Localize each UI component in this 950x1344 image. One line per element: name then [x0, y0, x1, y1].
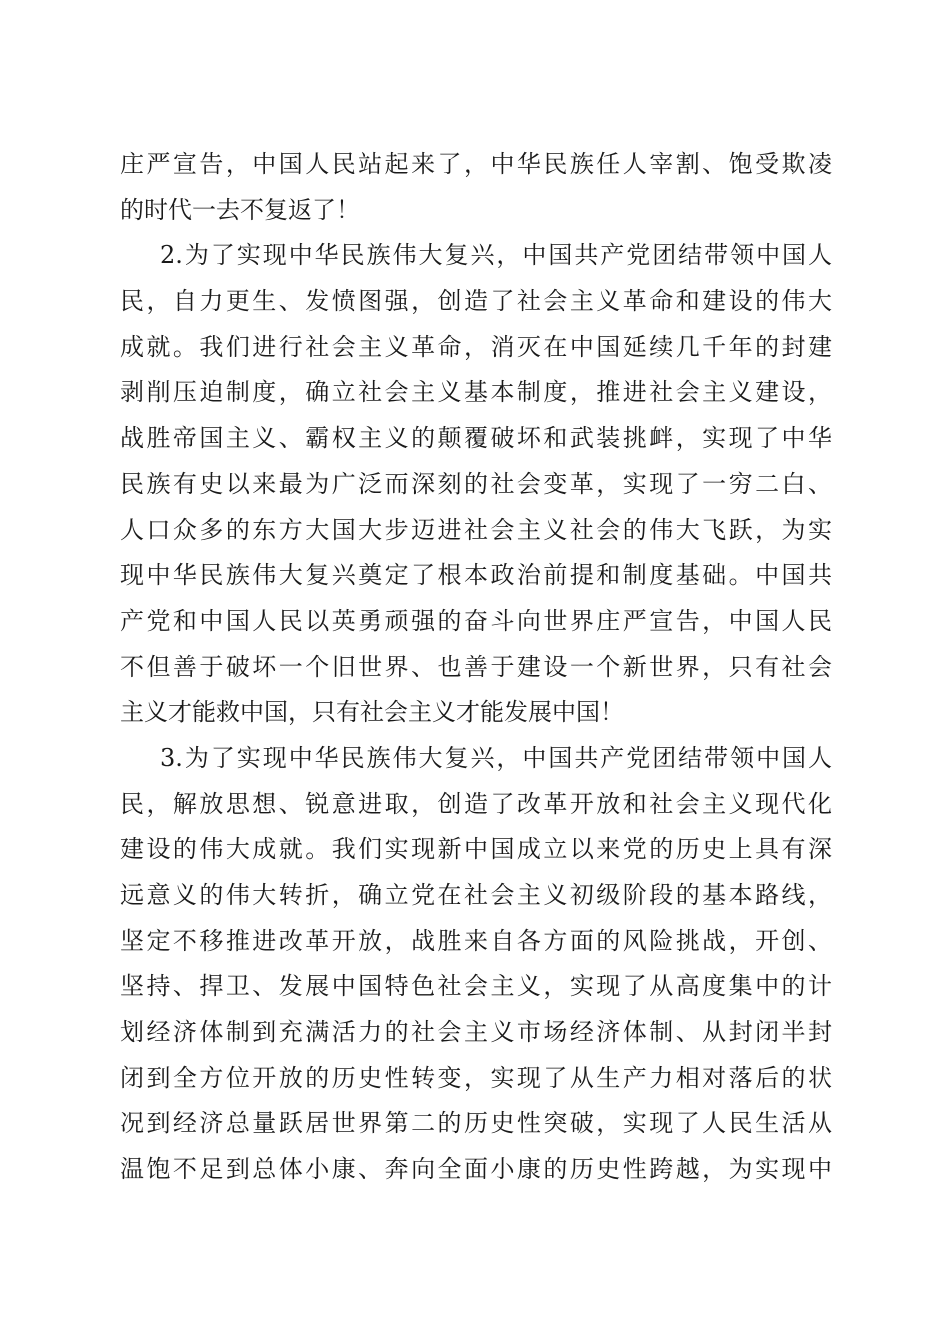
text-line: 划经济体制到充满活力的社会主义市场经济体制、从封闭半封 — [120, 1018, 832, 1047]
text-line: 坚定不移推进改革开放，战胜来自各方面的风险挑战，开创、 — [120, 926, 832, 955]
text-line: 远意义的伟大转折，确立党在社会主义初级阶段的基本路线， — [120, 881, 832, 909]
paragraph-3-first-line: 3.为了实现中华民族伟大复兴，中国共产党团结带领中国人 — [160, 743, 832, 772]
text-line: 民，自力更生、发愤图强，创造了社会主义革命和建设的伟大 — [120, 287, 832, 316]
text-line: 人口众多的东方大国大步迈进社会主义社会的伟大飞跃，为实 — [120, 515, 832, 544]
text-line: 的时代一去不复返了！ — [120, 195, 360, 224]
text-line: 成就。我们进行社会主义革命，消灭在中国延续几千年的封建 — [120, 332, 832, 361]
text-line: 剥削压迫制度，确立社会主义基本制度，推进社会主义建设， — [120, 378, 832, 407]
text-line: 民族有史以来最为广泛而深刻的社会变革，实现了一穷二白、 — [120, 469, 832, 498]
body-text — [120, 142, 832, 1193]
text-line: 建设的伟大成就。我们实现新中国成立以来党的历史上具有深 — [120, 835, 832, 864]
paragraph-2-first-line: 2.为了实现中华民族伟大复兴，中国共产党团结带领中国人 — [160, 241, 832, 270]
text-line: 温饱不足到总体小康、奔向全面小康的历史性跨越，为实现中 — [120, 1155, 832, 1184]
text-line: 主义才能救中国，只有社会主义才能发展中国！ — [120, 698, 624, 727]
text-line: 闭到全方位开放的历史性转变，实现了从生产力相对落后的状 — [120, 1063, 832, 1092]
text-line: 战胜帝国主义、霸权主义的颠覆破坏和武装挑衅，实现了中华 — [120, 424, 832, 453]
text-line: 产党和中国人民以英勇顽强的奋斗向世界庄严宣告，中国人民 — [120, 606, 832, 635]
text-line: 庄严宣告，中国人民站起来了，中华民族任人宰割、饱受欺凌 — [120, 150, 832, 178]
text-line: 况到经济总量跃居世界第二的历史性突破，实现了人民生活从 — [120, 1109, 832, 1138]
text-line: 不但善于破坏一个旧世界、也善于建设一个新世界，只有社会 — [120, 652, 832, 681]
text-line: 坚持、捍卫、发展中国特色社会主义，实现了从高度集中的计 — [120, 972, 832, 1001]
text-line: 现中华民族伟大复兴奠定了根本政治前提和制度基础。中国共 — [120, 561, 832, 590]
text-line: 民，解放思想、锐意进取，创造了改革开放和社会主义现代化 — [120, 789, 832, 818]
